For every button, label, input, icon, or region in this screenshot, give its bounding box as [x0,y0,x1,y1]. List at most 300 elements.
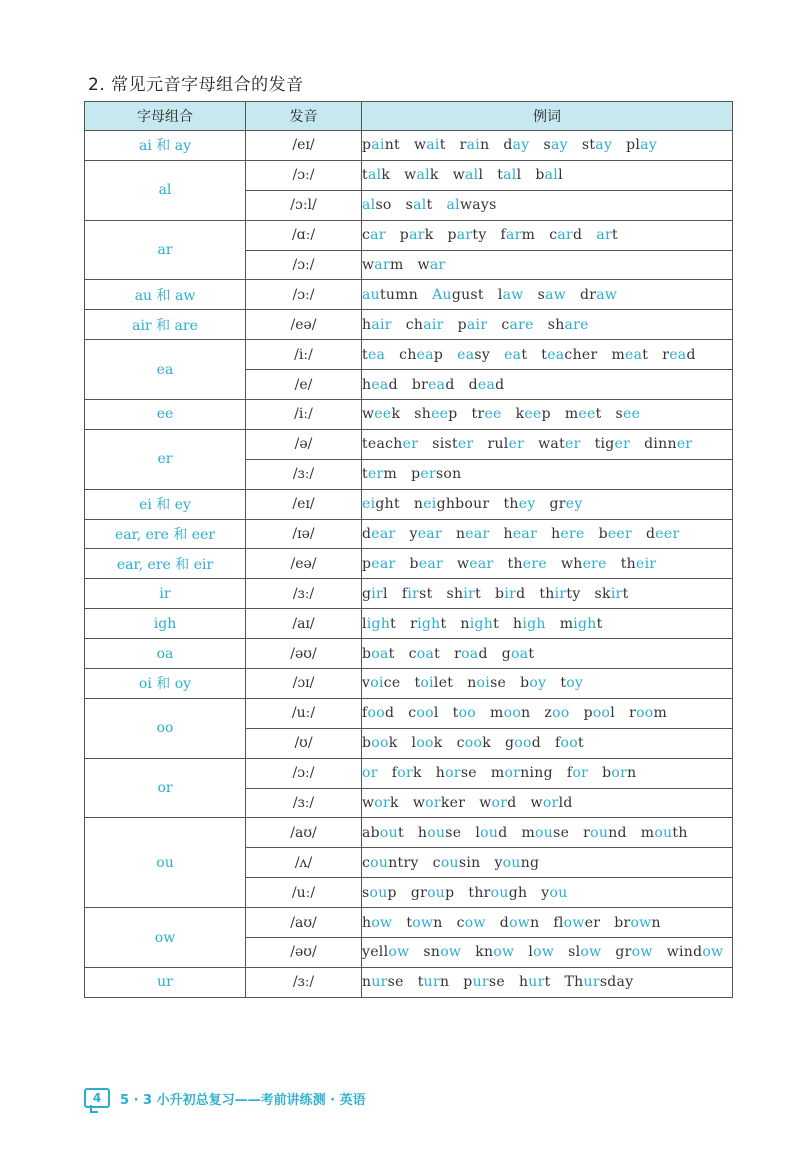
example-words [362,698,733,728]
example-word [549,227,582,243]
example-word [487,436,524,452]
word-part: t [493,615,499,632]
word-highlight: ay [595,137,613,154]
word-highlight: er [420,466,436,483]
word-part: l [610,705,616,722]
word-part: p [387,884,397,901]
example-word [560,675,583,691]
example-words [362,908,733,938]
word-part: b [598,526,608,543]
word-part: k [424,227,434,244]
word-highlight: ar [596,227,612,244]
word-part: h [417,824,428,841]
word-part: b [409,555,419,572]
example-word [504,526,538,542]
letter-combination: ei 和 ey [85,489,246,519]
word-part: d [495,376,505,393]
example-word [503,137,529,153]
word-part: n [467,675,477,692]
word-part: n [433,914,443,931]
example-word [457,915,486,931]
word-part: g [505,735,515,752]
example-word [409,646,440,662]
word-highlight: ou [502,854,521,871]
example-word [595,436,631,452]
example-word [520,675,546,691]
example-word [551,526,585,542]
pronunciation: /iː/ [246,340,362,370]
word-part: fl [553,914,564,931]
pronunciation: /aɪ/ [246,609,362,639]
word-part: y [494,854,503,871]
word-part: b [602,765,612,782]
example-word [535,167,562,183]
word-part: d [686,346,696,363]
word-part: p [399,227,410,244]
word-highlight: ea [669,346,687,363]
word-part: p [541,406,551,423]
example-word [362,795,399,811]
example-word [411,466,461,482]
word-highlight: er [565,436,581,453]
word-part: s [615,406,624,423]
section-title: 2. 常见元音字母组合的发音 [88,75,304,95]
word-part: wh [560,555,583,572]
word-highlight: ow [580,944,602,961]
word-highlight: ea [371,376,389,393]
word-highlight: ee [431,406,449,423]
word-highlight: ey [518,496,536,513]
word-highlight: ay [512,137,530,154]
example-word [599,526,632,542]
word-highlight: igh [469,615,494,632]
word-part: t [595,406,602,423]
example-word [423,944,461,960]
example-word [460,616,499,632]
example-word [362,167,390,183]
example-words [362,609,733,639]
example-words [362,489,733,519]
word-part: f [401,585,408,602]
example-word [644,436,692,452]
word-highlight: ea [504,346,522,363]
pronunciation: /eə/ [246,549,362,579]
word-part: st [581,137,596,154]
word-highlight: ea [477,376,496,393]
example-word [475,825,507,841]
pronunciation: /ɔː/ [246,758,362,788]
example-words [362,728,733,758]
word-highlight: ow [371,914,393,931]
word-part: t [390,615,397,632]
word-highlight: ur [583,974,600,991]
word-part: h [435,765,446,782]
letter-combination: ee [85,400,246,430]
word-highlight: ear [469,555,494,572]
word-highlight: ou [654,824,673,841]
example-words [362,579,733,609]
word-part: p [362,555,372,572]
table-row [85,400,733,430]
word-part: l [497,286,503,303]
example-word [362,825,404,841]
pronunciation: /əʊ/ [246,938,362,968]
word-highlight: ou [590,824,609,841]
word-part: t [362,167,368,184]
word-highlight: ai [371,137,385,154]
word-part: m [389,257,404,273]
example-word [362,526,396,542]
pronunciation: /ɜː/ [246,967,362,997]
example-words [362,938,733,968]
example-words [362,220,733,250]
pronunciation: /aʊ/ [246,818,362,848]
word-part: c [501,316,510,333]
example-word [498,287,524,303]
example-word [412,735,443,751]
example-word [406,317,444,333]
word-highlight: al [416,167,430,184]
word-part: r [454,645,462,662]
example-word [414,675,453,691]
example-words [362,131,733,161]
word-highlight: oo [464,735,483,752]
example-word [414,496,490,512]
word-part: h [513,615,523,632]
word-part: m [559,615,574,632]
word-highlight: ow [630,914,652,931]
word-highlight: ir [610,585,623,602]
word-part: th [507,555,523,572]
word-part: t [362,346,368,363]
pronunciation: /ə/ [246,429,362,459]
example-word [596,227,618,243]
word-part: ch [399,346,417,363]
word-part: p [445,884,455,901]
word-highlight: ow [702,944,724,961]
word-highlight: ear [512,526,538,543]
word-part: f [555,735,561,752]
example-word [362,347,385,363]
word-part: n [362,974,372,991]
word-part: d [468,376,478,393]
word-highlight: ea [457,346,475,363]
word-part: sk [594,585,611,602]
letter-combination: ou [85,818,246,908]
word-part: th [539,585,555,602]
word-part: l [516,167,522,184]
word-part: t [622,585,629,602]
table-row [85,818,733,848]
word-part: m [640,824,655,841]
word-part: ght [375,496,400,513]
example-word [469,377,505,393]
example-words [362,429,733,459]
example-word [457,347,490,363]
word-part: t [497,167,504,184]
pronunciation: /ɔː/ [246,160,362,190]
word-part: b [362,735,372,752]
word-part: se [445,824,462,841]
word-part: br [411,376,429,393]
pronunciation: /ʊ/ [246,728,362,758]
word-highlight: oo [503,705,522,722]
page-footer [84,1086,366,1110]
word-highlight: oi [476,675,491,692]
pronunciation: /ɔː/ [246,250,362,280]
word-part: k [390,795,399,812]
word-highlight: or [542,795,559,812]
word-part: h [362,316,372,333]
book-title: 5 · 3 小升初总复习——考前讲练测 · 英语 [120,1092,366,1108]
example-word [410,526,442,542]
word-part: p [362,137,372,154]
letter-combination: ear, ere 和 eer [85,519,246,549]
word-part: d [499,914,510,931]
example-word [458,317,488,333]
letter-combination: oa [85,639,246,669]
example-words [362,340,733,370]
example-word [513,616,546,632]
example-word [460,137,490,153]
example-word [544,137,568,153]
word-highlight: er [508,436,525,453]
example-word [362,944,409,960]
word-part: er [584,914,601,931]
word-part: sh [414,406,432,423]
word-part: w [413,137,427,154]
example-word [362,287,418,303]
word-highlight: or [611,765,628,782]
word-highlight: ear [371,526,396,543]
word-highlight: ar [429,257,446,273]
word-highlight: ou [549,884,568,901]
pronunciation: /iː/ [246,400,362,430]
word-part: m [490,765,505,782]
example-word [362,646,395,662]
word-part: ways [459,197,497,214]
example-word [641,825,688,841]
example-word [399,347,443,363]
example-word [410,616,446,632]
word-part: s [537,286,546,303]
word-highlight: ir [504,585,517,602]
example-word [413,795,465,811]
table-row [85,639,733,669]
word-part: m [521,824,536,841]
word-highlight: are [509,316,534,333]
table-row [85,549,733,579]
word-part: dinn [644,436,677,453]
letter-combination: or [85,758,246,818]
word-part: t [452,705,459,722]
word-highlight: ou [427,824,446,841]
word-highlight: oa [461,645,479,662]
word-part: m [383,466,398,483]
example-word [502,646,535,662]
word-part: k [391,406,401,423]
word-part: t [362,466,368,483]
word-part: th [503,496,519,513]
word-part: n [521,705,531,722]
word-highlight: ou [480,824,499,841]
word-part: se [488,974,505,991]
example-words [362,190,733,220]
word-part: r [459,137,467,154]
word-highlight: aw [545,286,566,303]
word-highlight: igh [366,615,391,632]
word-part: l [411,735,417,752]
word-part: ch [405,316,424,333]
table-row [85,131,733,161]
word-part: t [544,974,551,991]
pronunciation: /uː/ [246,698,362,728]
example-word [565,406,602,422]
word-part: r [629,705,637,722]
example-word [447,197,497,213]
word-part: c [362,854,371,871]
table-row [85,220,733,250]
word-highlight: oo [552,705,570,722]
word-part: h [362,914,372,931]
word-part: t [528,645,535,662]
word-highlight: ay [640,137,658,154]
example-word [447,586,482,602]
pronunciation: /ɜː/ [246,459,362,489]
example-word [662,347,696,363]
word-part: ntry [388,854,419,871]
word-part: f [362,705,368,722]
word-part: w [404,167,417,184]
word-highlight: ear [418,555,443,572]
word-part: se [387,974,404,991]
word-part: m [611,346,626,363]
word-part: t [577,735,584,752]
word-part: t [521,346,528,363]
example-word [468,885,527,901]
example-word [538,287,566,303]
word-part: sist [432,436,458,453]
example-word [615,944,652,960]
example-word [362,406,400,422]
word-part: n [413,496,424,513]
example-word [580,287,617,303]
example-word [362,735,398,751]
word-highlight: ea [428,376,446,393]
word-highlight: ou [427,884,446,901]
header-examples: 例词 [362,102,733,131]
example-word [436,765,477,781]
word-part: nt [384,137,400,154]
word-part: s [543,137,552,154]
word-part: gh [508,884,528,901]
example-word [479,795,516,811]
word-part: h [362,376,372,393]
word-highlight: er [614,436,631,453]
word-part: r [662,346,670,363]
table-row [85,967,733,997]
word-part: b [362,645,372,662]
example-words [362,310,733,340]
word-part: p [457,316,467,333]
word-part: thr [468,884,491,901]
word-highlight: eir [635,555,657,572]
word-part: let [433,675,454,692]
word-part: wat [538,436,565,453]
word-highlight: ow [412,914,434,931]
word-part: n [530,914,540,931]
table-row [85,758,733,788]
word-part: w [457,555,470,572]
word-highlight: er [367,466,384,483]
word-highlight: oa [511,645,529,662]
word-highlight: ou [370,854,389,871]
example-word [490,705,530,721]
word-part: w [530,795,543,812]
example-words [362,967,733,997]
word-highlight: or [374,795,391,812]
word-part: gr [549,496,566,513]
word-highlight: ir [463,585,476,602]
example-words [362,848,733,878]
word-highlight: ea [547,346,565,363]
example-words [362,878,733,908]
table-row [85,340,733,370]
word-part: d [362,526,372,543]
pronunciation: /eɪ/ [246,131,362,161]
word-part: v [362,675,371,692]
letter-combination: al [85,160,246,220]
example-word [582,137,612,153]
example-word [362,705,394,721]
word-part: k [515,406,525,423]
pronunciation: /ɜː/ [246,788,362,818]
example-words [362,788,733,818]
word-highlight: or [425,795,441,812]
word-highlight: ur [423,974,440,991]
word-highlight: er [457,436,474,453]
word-part: ning [520,765,553,782]
word-part: w [417,257,430,273]
word-part: m [564,406,579,423]
example-word [362,915,392,931]
word-part: t [642,346,649,363]
word-highlight: ee [578,406,596,423]
word-part: c [456,735,465,752]
word-highlight: ow [563,914,585,931]
word-highlight: air [371,316,392,333]
word-part: so [375,197,392,214]
word-highlight: air [466,316,488,333]
pronunciation: /ʌ/ [246,848,362,878]
word-highlight: igh [417,615,441,632]
example-word [531,795,573,811]
word-highlight: oa [416,645,435,662]
example-word [406,915,442,931]
example-word [362,436,418,452]
word-part: se [553,824,570,841]
word-highlight: al [367,167,382,184]
example-word [456,526,490,542]
example-word [548,317,589,333]
example-words [362,160,733,190]
word-part: pl [626,137,641,154]
example-word [362,974,404,990]
word-part: p [463,974,473,991]
letter-combination: igh [85,609,246,639]
word-part: ld [558,795,573,812]
letter-combination: air 和 are [85,310,246,340]
